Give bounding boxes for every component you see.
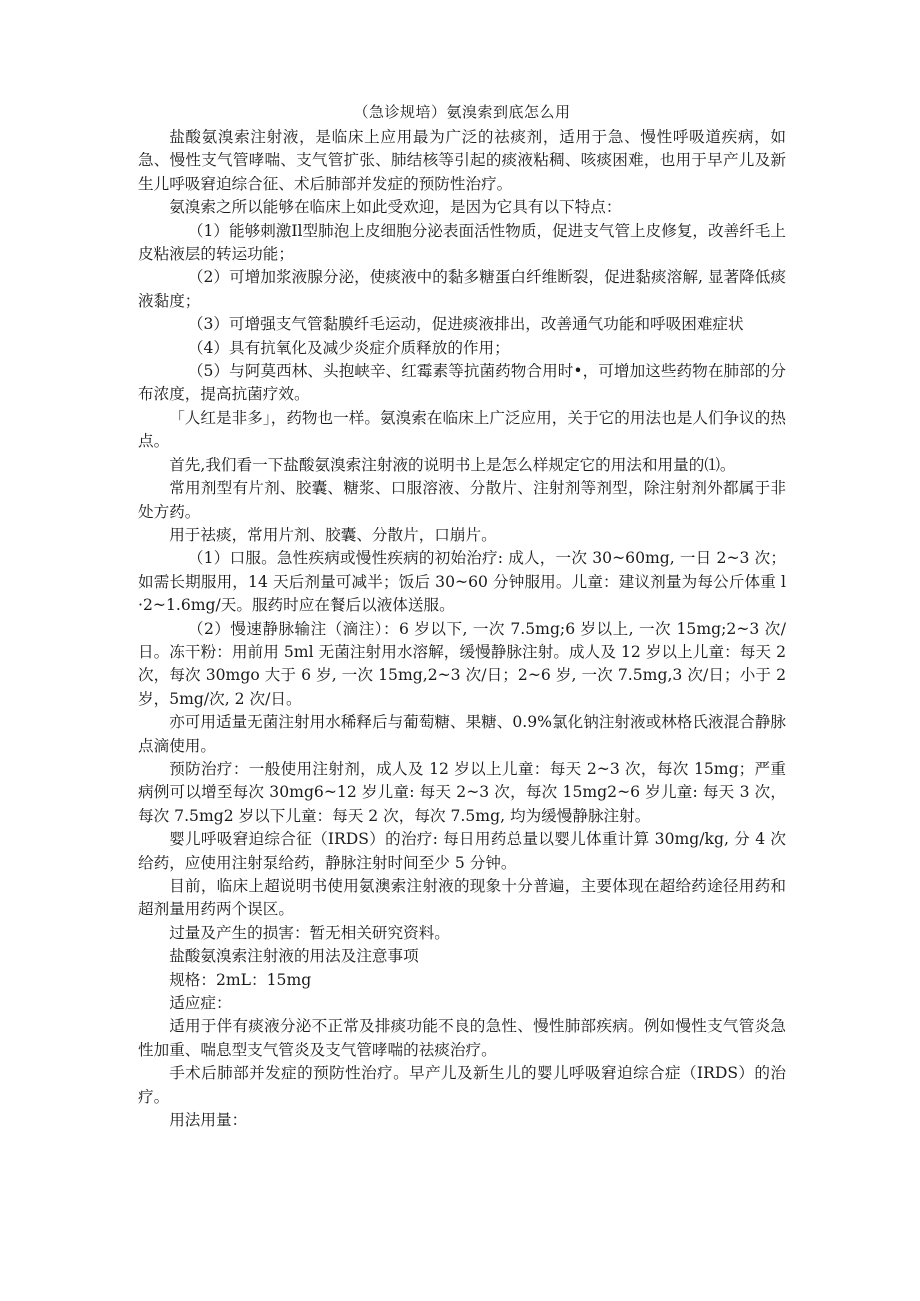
paragraph-specification: 规格：2mL：15mg <box>169 970 312 989</box>
section-heading-usage: 盐酸氨溴索注射液的用法及注意事项 <box>169 947 419 966</box>
paragraph-prevention: 预防治疗：一般使用注射剂，成人及 12 岁以上儿童：每天 2~3 次，每次 15mg；严重病例可以增至每次 30mg6~12 岁儿童: 每天 2~3 次，每次 15mg2~6 岁儿童: 每天 3 次，每次 7.5mg2 岁以下儿童：每天 2 次，每次 7.5mg, 均为缓慢静脉注射。 <box>138 759 786 825</box>
paragraph-postoperative: 手术后肺部并发症的预防性治疗。早产儿及新生儿的婴儿呼吸窘迫综合症（IRDS）的治疗。 <box>138 1064 786 1106</box>
paragraph-iv-infusion: （2）慢速静脉输注（滴注）：6 岁以下, 一次 7.5mg;6 岁以上, 一次 15mg;2~3 次/日。冻干粉：用前用 5ml 无菌注射用水溶解，缓慢静脉注射。成人及 12 岁以上儿童：每天 2 次，每次 30mgo 大于 6 岁, 一次 15mg,2~3 次/日；2~6 岁, 一次 7.5mg,3 次/日；小于 2 岁，5mg/次, 2 次/日。 <box>138 619 786 708</box>
paragraph-instructions: 首先,我们看一下盐酸氨溴索注射液的说明书上是怎么样规定它的用法和用量的⑴。 <box>169 455 736 474</box>
document-title: （急诊规培）氨溴索到底怎么用 <box>353 103 571 121</box>
paragraph-controversy: 「人红是非多」，药物也一样。氨溴索在临床上广泛应用，关于它的用法也是人们争议的热点。 <box>138 408 786 451</box>
paragraph-feature-2: （2）可增加浆液腺分泌，使痰液中的黏多糖蛋白纤维断裂，促进黏痰溶解, 显著降低痰液黏度； <box>138 268 786 310</box>
paragraph-feature-5: （5）与阿莫西林、头抱峡辛、红霉素等抗菌药物合用时•，可增加这些药物在肺部的分布浓度，提高抗菌疗效。 <box>138 362 786 404</box>
paragraph-expectorant-use: 用于祛痰，常用片剂、胶囊、分散片，口崩片。 <box>169 525 497 544</box>
paragraph-intro: 盐酸氨溴索注射液，是临床上应用最为广泛的祛痰剂，适用于急、慢性呼吸道疾病，如急、慢性支气管哮喘、支气管扩张、肺结核等引起的痰液粘稠、咳痰困难，也用于早产儿及新生儿呼吸窘迫综合征、术后肺部并发症的预防性治疗。 <box>138 128 786 193</box>
paragraph-features-intro: 氨溴索之所以能够在临床上如此受欢迎，是因为它具有以下特点： <box>169 198 622 217</box>
paragraph-dilution: 亦可用适量无菌注射用水稀释后与葡萄糖、果糖、0.9%氯化钠注射液或林格氏液混合静脉点滴使用。 <box>138 713 786 755</box>
paragraph-dosage-forms: 常用剂型有片剂、胶囊、糖浆、口服溶液、分散片、注射剂等剂型，除注射剂外都属于非处方药。 <box>138 479 786 521</box>
paragraph-irds-treatment: 婴儿呼吸窘迫综合征（IRDS）的治疗: 每日用药总量以婴儿体重计算 30mg/kg, 分 4 次给药，应使用注射泵给药，静脉注射时间至少 5 分钟。 <box>138 830 786 872</box>
paragraph-overdose: 过量及产生的损害：暂无相关研究资料。 <box>169 923 450 942</box>
section-heading-dosage: 用法用量： <box>169 1111 248 1130</box>
document-page <box>138 100 786 1132</box>
paragraph-off-label: 目前，临床上超说明书使用氨澳索注射液的现象十分普遍，主要体现在超给药途径用药和超剂量用药两个误区。 <box>138 877 786 919</box>
section-heading-indications: 适应症： <box>169 994 232 1013</box>
paragraph-feature-1: （1）能够刺激Il型肺泡上皮细胞分泌表面活性物质，促进支气管上皮修复，改善纤毛上皮粘液层的转运功能； <box>138 221 786 264</box>
paragraph-feature-4: （4）具有抗氧化及减少炎症介质释放的作用； <box>187 338 510 357</box>
paragraph-feature-3: （3）可增强支气管黏膜纤毛运动，促进痰液排出，改善通气功能和呼吸困难症状 <box>187 315 744 334</box>
paragraph-oral-dosing: （1）口服。急性疾病或慢性疾病的初始治疗: 成人，一次 30~60mg, 一日 2~3 次；如需长期服用，14 天后剂量可减半；饭后 30~60 分钟服用。儿童：建议剂量为每公斤体重 l·2~1.6mg/天。服药时应在餐后以液体送服。 <box>138 549 786 615</box>
paragraph-indications: 适用于伴有痰液分泌不正常及排痰功能不良的急性、慢性肺部疾病。例如慢性支气管炎急性加重、喘息型支气管炎及支气管哮喘的祛痰治疗。 <box>138 1017 786 1059</box>
